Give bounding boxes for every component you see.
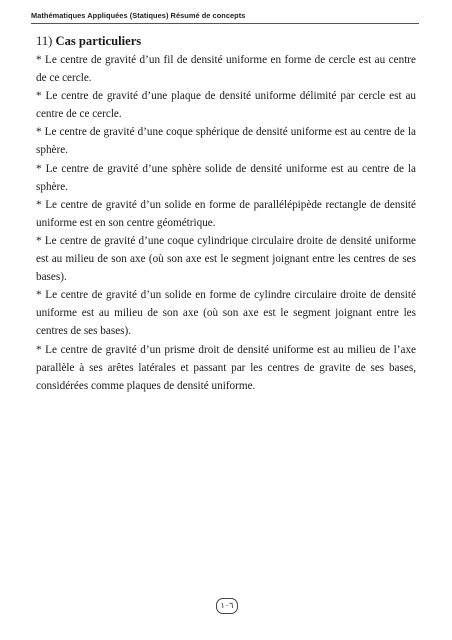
paragraph-sphere-solide: * Le centre de gravité d’une sphère solide de densité uniforme est au centre de la sphère. <box>36 162 416 193</box>
paragraph-plaque-cercle: * Le centre de gravité d’une plaque de densité uniforme délimité par cercle est au centre de ce cercle. <box>36 90 416 121</box>
paragraph-coque-cylindrique: * Le centre de gravité d’une coque cylindrique circulaire droite de densité uniforme est au milieu de son axe (où son axe est le segment joignant entre les centres de ses bases). <box>36 234 416 284</box>
section-title: Cas particuliers <box>55 34 142 48</box>
header-divider <box>31 23 419 24</box>
page-content <box>36 33 416 395</box>
page-number: ١٠٦ <box>216 598 238 614</box>
paragraph-parallelepipede: * Le centre de gravité d’un solide en forme de parallélépipède rectangle de densité uniforme est en son centre géométrique. <box>36 198 416 229</box>
paragraph-cylindre-solide: * Le centre de gravité d’un solide en forme de cylindre circulaire droite de densité uniforme est au milieu de son axe (où son axe est le segment joignant entre les centres de ses bases). <box>36 289 416 338</box>
paragraph-coque-spherique: * Le centre de gravité d’une coque sphérique de densité uniforme est au centre de la sphère. <box>36 126 416 157</box>
section-number: 11) <box>36 34 53 48</box>
section-heading <box>36 33 416 50</box>
running-header: Mathématiques Appliquées (Statiques) Résumé de concepts <box>31 11 246 20</box>
paragraph-fil-cercle: * Le centre de gravité d’un fil de densité uniforme en forme de cercle est au centre de ce cercle. <box>36 54 416 85</box>
paragraph-prisme-droit: * Le centre de gravité d’un prisme droit de densité uniforme est au milieu de l’axe parallèle à ses arêtes latérales et passant par les centres de gravite de ses bases, considérées comme plaques de densité uniforme. <box>36 343 416 392</box>
